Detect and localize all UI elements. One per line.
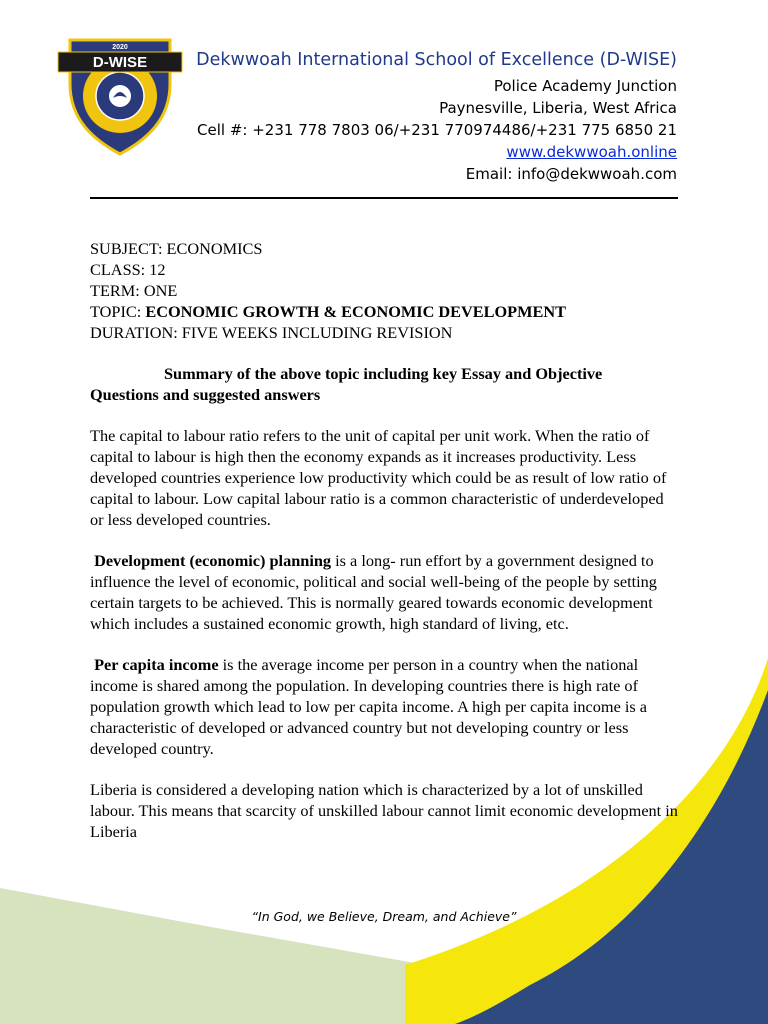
summary-heading [90,363,680,405]
term-line: TERM: ONE [90,281,178,300]
planning-term: Development (economic) planning [94,551,332,570]
topic-label: TOPIC: [90,302,146,321]
address-line-2: Paynesville, Liberia, West Africa [439,99,677,117]
address-line-1: Police Academy Junction [493,77,677,95]
pci-term: Per capita income [94,655,219,674]
website-link[interactable]: www.dekwwoah.online [506,143,677,161]
planning-text: is a long- run effort by a government designed to influence the level of economic, political and social well-being of the people by setting certain targets to be achieved. This is normally geared towards economic development which includes a sustained economic growth, high standard of living, etc. [90,551,657,633]
pci-text: is the average income per person in a country when the national income is shared among the population. In developing countries there is high rate of population growth which lead to low per capita income. A high per capita income is a characteristic of developed or advanced country but not developing country or less developed country. [90,655,648,758]
planning-paragraph [90,550,680,634]
summary-heading-line-1: Summary of the above topic including key Essay and Objective [164,364,603,383]
subject-line: SUBJECT: ECONOMICS [90,239,263,258]
per-capita-income-paragraph [90,654,680,759]
logo-year: 2020 [112,44,128,51]
duration-line: DURATION: FIVE WEEKS INCLUDING REVISION [90,323,453,342]
summary-heading-line-2: Questions and suggested answers [90,385,321,404]
school-logo [56,22,184,156]
capital-labour-paragraph: The capital to labour ratio refers to the unit of capital per unit work. When the ratio of capital to labour is high then the economy expands as it increases productivity. Less developed countries experience low productivity which could be as result of low ratio of capital to labour. Low capital labour ratio is a common characteristic of underdeveloped or less developed countries. [90,426,667,529]
topic-value: ECONOMIC GROWTH & ECONOMIC DEVELOPMENT [145,302,566,321]
header-divider [90,197,678,199]
email-line: Email: info@dekwwoah.com [465,165,677,183]
cell-numbers: Cell #: +231 778 7803 06/+231 770974486/+231 775 6850 21 [197,121,677,139]
class-line: CLASS: 12 [90,260,166,279]
topic-line [90,301,680,322]
school-motto: “In God, we Believe, Dream, and Achieve” [251,909,517,924]
letterhead [196,47,677,185]
logo-banner-text: D-WISE [92,54,148,71]
document-body [90,238,680,842]
school-name: Dekwwoah International School of Excellence (D-WISE) [196,50,677,70]
liberia-paragraph: Liberia is considered a developing nation which is characterized by a lot of unskilled labour. This means that scarcity of unskilled labour cannot limit economic development in Liberia [90,780,678,841]
